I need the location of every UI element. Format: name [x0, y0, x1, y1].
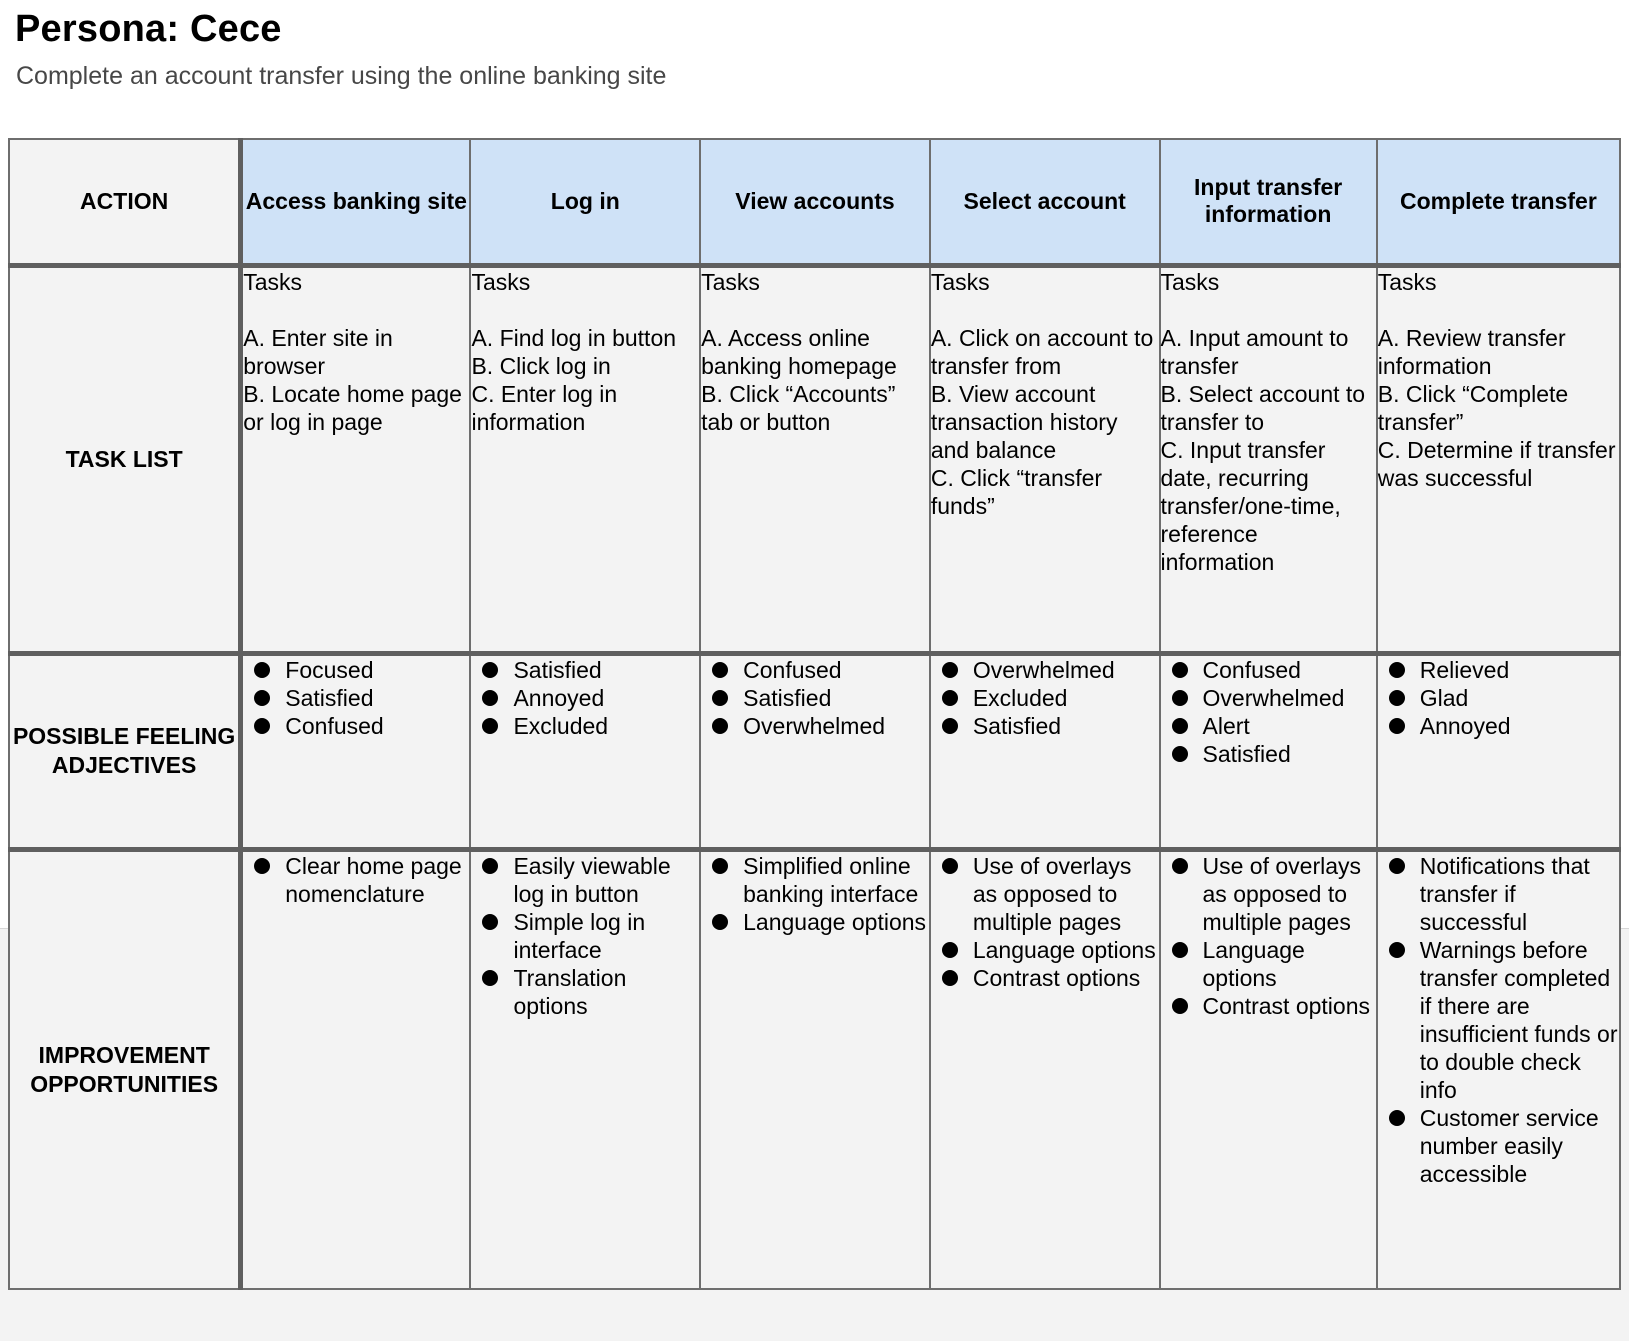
- task-list-cell: [1160, 265, 1377, 653]
- improvement-item: Simplified online banking interface: [701, 852, 929, 908]
- feelings-row: [9, 653, 1620, 849]
- task-list-cell: [241, 265, 471, 653]
- row-header-improvement-opportunities: IMPROVEMENT OPPORTUNITIES: [9, 849, 241, 1289]
- feeling-item: Confused: [243, 712, 469, 740]
- feeling-item: Satisfied: [1161, 740, 1376, 768]
- feeling-item: Glad: [1378, 684, 1619, 712]
- task-list-cell: [930, 265, 1160, 653]
- tasks-label: Tasks: [243, 268, 303, 295]
- task-item: A. Find log in button: [471, 324, 677, 351]
- task-item: A. Input amount to transfer: [1160, 324, 1349, 379]
- improvement-item: Clear home page nomenclature: [243, 852, 469, 908]
- task-list-row: [9, 265, 1620, 653]
- improvements-list: [471, 852, 699, 1020]
- improvements-cell: [700, 849, 930, 1289]
- feelings-list: [701, 656, 929, 740]
- action-row: [9, 139, 1620, 265]
- improvement-item: Simple log in interface: [471, 908, 699, 964]
- feeling-item: Overwhelmed: [701, 712, 929, 740]
- improvement-item: Customer service number easily accessible: [1378, 1104, 1619, 1188]
- feeling-item: Excluded: [931, 684, 1159, 712]
- feeling-item: Relieved: [1378, 656, 1619, 684]
- action-header-select-account: Select account: [930, 139, 1160, 265]
- task-item: B. Click “Accounts” tab or button: [701, 380, 896, 435]
- feelings-list: [243, 656, 469, 740]
- row-header-task-list: TASK LIST: [9, 265, 241, 653]
- task-item: C. Enter log in information: [471, 380, 618, 435]
- task-list-cell: [470, 265, 700, 653]
- improvements-list: [243, 852, 469, 908]
- improvements-list: [1378, 852, 1619, 1188]
- journey-map-table: [8, 138, 1621, 1290]
- improvement-item: Easily viewable log in button: [471, 852, 699, 908]
- task-item: B. Click log in: [471, 352, 611, 379]
- task-item: A. Enter site in browser: [243, 324, 393, 379]
- feeling-item: Overwhelmed: [1161, 684, 1376, 712]
- row-header-action: ACTION: [9, 139, 241, 265]
- tasks-label: Tasks: [930, 268, 990, 295]
- task-item: B. View account transaction history and balance: [930, 380, 1118, 463]
- feelings-cell: [241, 653, 471, 849]
- feelings-cell: [1160, 653, 1377, 849]
- improvements-cell: [241, 849, 471, 1289]
- improvement-item: Language options: [931, 936, 1159, 964]
- feeling-item: Confused: [1161, 656, 1376, 684]
- tasks-label: Tasks: [471, 268, 531, 295]
- task-item: B. Click “Complete transfer”: [1377, 380, 1569, 435]
- feeling-item: Overwhelmed: [931, 656, 1159, 684]
- page-subtitle: Complete an account transfer using the online banking site: [16, 62, 667, 90]
- feelings-list: [471, 656, 699, 740]
- feeling-item: Focused: [243, 656, 469, 684]
- task-item: B. Locate home page or log in page: [243, 380, 462, 435]
- task-item: B. Select account to transfer to: [1160, 380, 1366, 435]
- task-list-cell: [1377, 265, 1620, 653]
- feeling-item: Satisfied: [243, 684, 469, 712]
- feelings-cell: [1377, 653, 1620, 849]
- improvement-item: Warnings before transfer completed if there are insufficient funds or to double check info: [1378, 936, 1619, 1104]
- action-header-access-banking-site: Access banking site: [241, 139, 471, 265]
- feeling-item: Alert: [1161, 712, 1376, 740]
- feelings-list: [1378, 656, 1619, 740]
- improvement-item: Translation options: [471, 964, 699, 1020]
- feelings-list: [1161, 656, 1376, 768]
- action-header-log-in: Log in: [470, 139, 700, 265]
- improvement-item: Language options: [701, 908, 929, 936]
- feeling-item: Annoyed: [471, 684, 699, 712]
- improvements-cell: [1377, 849, 1620, 1289]
- feelings-cell: [700, 653, 930, 849]
- improvements-cell: [470, 849, 700, 1289]
- action-header-input-transfer-information: Input transfer information: [1160, 139, 1377, 265]
- page-title: Persona: Cece: [15, 8, 282, 50]
- row-header-feeling-adjectives: POSSIBLE FEELING ADJECTIVES: [9, 653, 241, 849]
- improvements-list: [931, 852, 1159, 992]
- action-header-complete-transfer: Complete transfer: [1377, 139, 1620, 265]
- task-item: A. Access online banking homepage: [701, 324, 897, 379]
- feeling-item: Satisfied: [701, 684, 929, 712]
- task-item: A. Review transfer information: [1377, 324, 1566, 379]
- feeling-item: Satisfied: [471, 656, 699, 684]
- task-item: C. Determine if transfer was successful: [1377, 436, 1616, 491]
- feelings-list: [931, 656, 1159, 740]
- improvement-item: Contrast options: [931, 964, 1159, 992]
- feeling-item: Satisfied: [931, 712, 1159, 740]
- improvements-list: [701, 852, 929, 936]
- improvement-item: Use of overlays as opposed to multiple pages: [931, 852, 1159, 936]
- feeling-item: Excluded: [471, 712, 699, 740]
- action-header-view-accounts: View accounts: [700, 139, 930, 265]
- improvements-row: [9, 849, 1620, 1289]
- improvements-cell: [1160, 849, 1377, 1289]
- improvement-item: Language options: [1161, 936, 1376, 992]
- tasks-label: Tasks: [1377, 268, 1437, 295]
- feeling-item: Annoyed: [1378, 712, 1619, 740]
- tasks-label: Tasks: [701, 268, 760, 295]
- task-item: A. Click on account to transfer from: [930, 324, 1154, 379]
- feeling-item: Confused: [701, 656, 929, 684]
- tasks-label: Tasks: [1160, 268, 1220, 295]
- improvement-item: Notifications that transfer if successful: [1378, 852, 1619, 936]
- task-item: C. Click “transfer funds”: [930, 464, 1103, 519]
- task-item: C. Input transfer date, recurring transfer/one-time, reference information: [1160, 436, 1341, 575]
- feelings-cell: [930, 653, 1160, 849]
- improvements-list: [1161, 852, 1376, 1020]
- task-list-cell: [700, 265, 930, 653]
- improvement-item: Use of overlays as opposed to multiple pages: [1161, 852, 1376, 936]
- improvements-cell: [930, 849, 1160, 1289]
- improvement-item: Contrast options: [1161, 992, 1376, 1020]
- feelings-cell: [470, 653, 700, 849]
